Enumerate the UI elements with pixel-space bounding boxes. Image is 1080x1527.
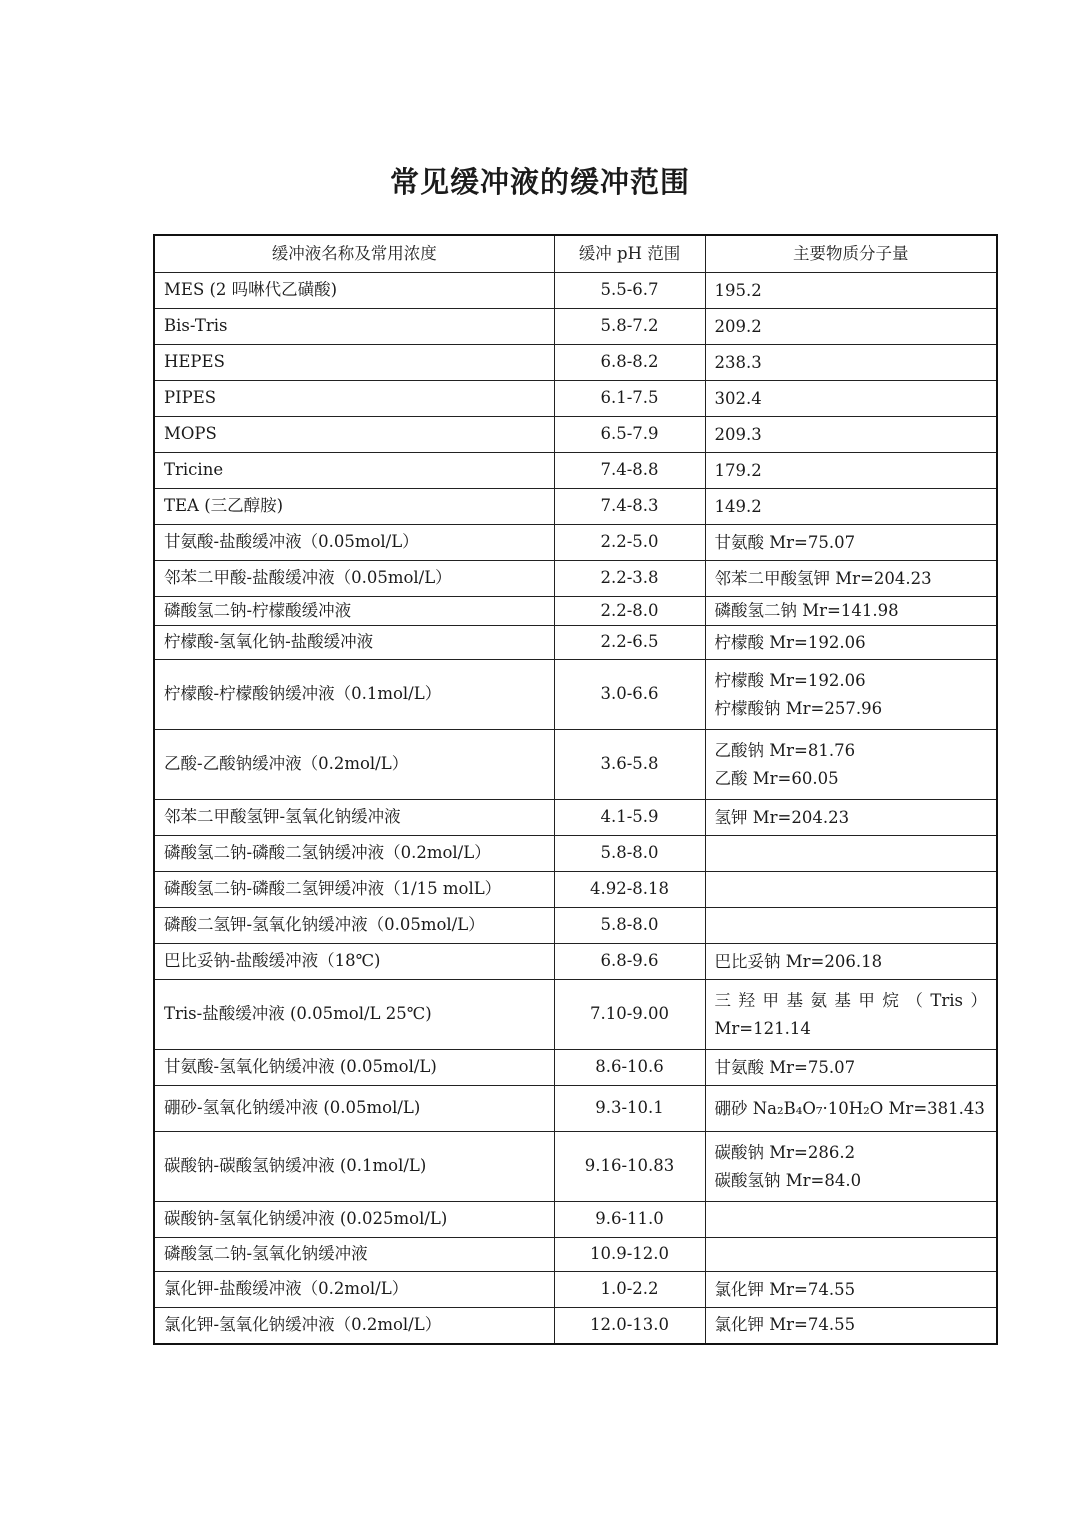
ph-range-cell: 5.8-7.2	[554, 309, 705, 345]
molecular-weight-cell	[705, 730, 997, 800]
table-row	[154, 800, 997, 836]
table-row	[154, 489, 997, 525]
molecular-weight-cell	[705, 417, 997, 453]
table-row	[154, 381, 997, 417]
mr-line: 磷酸氢二钠 Mr=141.98	[714, 601, 899, 620]
ph-range-cell: 8.6-10.6	[554, 1050, 705, 1086]
ph-range-cell: 2.2-3.8	[554, 561, 705, 597]
ph-range-cell: 5.5-6.7	[554, 273, 705, 309]
mr-line: 209.3	[714, 424, 762, 444]
ph-range-cell: 6.1-7.5	[554, 381, 705, 417]
table-row	[154, 1132, 997, 1202]
ph-range-cell: 9.6-11.0	[554, 1202, 705, 1238]
ph-range-cell: 2.2-6.5	[554, 626, 705, 660]
buffer-name-cell: Bis-Tris	[154, 309, 554, 345]
buffer-name-cell: 乙酸-乙酸钠缓冲液（0.2mol/L）	[154, 730, 554, 800]
ph-range-cell: 7.4-8.3	[554, 489, 705, 525]
ph-range-cell: 4.92-8.18	[554, 872, 705, 908]
ph-range-cell: 3.0-6.6	[554, 660, 705, 730]
buffer-name-cell: 氯化钾-盐酸缓冲液（0.2mol/L）	[154, 1272, 554, 1308]
ph-range-cell: 2.2-5.0	[554, 525, 705, 561]
ph-range-cell: 7.4-8.8	[554, 453, 705, 489]
buffer-name-cell: 甘氨酸-氢氧化钠缓冲液 (0.05mol/L)	[154, 1050, 554, 1086]
buffer-name-cell: Tricine	[154, 453, 554, 489]
table-row	[154, 730, 997, 800]
header-molecular-weight: 主要物质分子量	[705, 235, 997, 273]
buffer-name-cell: 邻苯二甲酸氢钾-氢氧化钠缓冲液	[154, 800, 554, 836]
molecular-weight-cell	[705, 381, 997, 417]
ph-range-cell: 5.8-8.0	[554, 908, 705, 944]
table-row	[154, 1086, 997, 1132]
buffer-name-cell: 磷酸氢二钠-磷酸二氢钾缓冲液（1/15 molL）	[154, 872, 554, 908]
header-ph-range: 缓冲 pH 范围	[554, 235, 705, 273]
buffer-name-cell: 磷酸氢二钠-磷酸二氢钠缓冲液（0.2mol/L）	[154, 836, 554, 872]
mr-line: 碳酸氢钠 Mr=84.0	[714, 1170, 862, 1190]
molecular-weight-cell	[705, 309, 997, 345]
table-row	[154, 309, 997, 345]
ph-range-cell: 9.3-10.1	[554, 1086, 705, 1132]
ph-range-cell: 4.1-5.9	[554, 800, 705, 836]
molecular-weight-cell	[705, 561, 997, 597]
molecular-weight-cell	[705, 944, 997, 980]
buffer-name-cell: 硼砂-氢氧化钠缓冲液 (0.05mol/L)	[154, 1086, 554, 1132]
mr-line: 氢钾 Mr=204.23	[714, 807, 850, 827]
table-row	[154, 1308, 997, 1344]
buffer-name-cell: 磷酸氢二钠-氢氧化钠缓冲液	[154, 1238, 554, 1272]
ph-range-cell: 3.6-5.8	[554, 730, 705, 800]
molecular-weight-cell	[705, 872, 997, 908]
table-header-row	[154, 235, 997, 273]
ph-range-cell: 6.8-8.2	[554, 345, 705, 381]
molecular-weight-cell	[705, 1308, 997, 1344]
ph-range-cell: 6.5-7.9	[554, 417, 705, 453]
table-row	[154, 660, 997, 730]
mr-line: 238.3	[714, 352, 762, 372]
buffer-name-cell: PIPES	[154, 381, 554, 417]
molecular-weight-cell	[705, 1202, 997, 1238]
molecular-weight-cell	[705, 800, 997, 836]
mr-line: 乙酸 Mr=60.05	[714, 768, 839, 788]
table-row	[154, 1238, 997, 1272]
mr-line: 179.2	[714, 460, 762, 480]
molecular-weight-cell	[705, 1272, 997, 1308]
ph-range-cell: 1.0-2.2	[554, 1272, 705, 1308]
molecular-weight-cell	[705, 836, 997, 872]
ph-range-cell: 7.10-9.00	[554, 980, 705, 1050]
buffer-name-cell: 柠檬酸-柠檬酸钠缓冲液（0.1mol/L）	[154, 660, 554, 730]
ph-range-cell: 5.8-8.0	[554, 836, 705, 872]
molecular-weight-cell	[705, 597, 997, 626]
ph-range-cell: 12.0-13.0	[554, 1308, 705, 1344]
molecular-weight-cell	[705, 273, 997, 309]
mr-line: 巴比妥钠 Mr=206.18	[714, 951, 883, 971]
molecular-weight-cell	[705, 1086, 997, 1132]
buffer-name-cell: HEPES	[154, 345, 554, 381]
molecular-weight-cell	[705, 980, 997, 1050]
table-row	[154, 626, 997, 660]
buffer-name-cell: 磷酸二氢钾-氢氧化钠缓冲液（0.05mol/L）	[154, 908, 554, 944]
mr-line: 氯化钾 Mr=74.55	[714, 1279, 856, 1299]
ph-range-cell: 9.16-10.83	[554, 1132, 705, 1202]
molecular-weight-cell	[705, 1238, 997, 1272]
mr-line: 三羟甲基氨基甲烷（Tris）	[714, 990, 987, 1010]
table-row	[154, 1272, 997, 1308]
buffer-name-cell: 甘氨酸-盐酸缓冲液（0.05mol/L）	[154, 525, 554, 561]
mr-line: 195.2	[714, 280, 762, 300]
buffer-name-cell: 邻苯二甲酸-盐酸缓冲液（0.05mol/L）	[154, 561, 554, 597]
buffer-name-cell: 氯化钾-氢氧化钠缓冲液（0.2mol/L）	[154, 1308, 554, 1344]
mr-line: 碳酸钠 Mr=286.2	[714, 1142, 856, 1162]
molecular-weight-cell	[705, 453, 997, 489]
table-row	[154, 417, 997, 453]
mr-line: 149.2	[714, 496, 762, 516]
mr-line: 209.2	[714, 316, 762, 336]
mr-line: 甘氨酸 Mr=75.07	[714, 1057, 856, 1077]
buffer-name-cell: Tris-盐酸缓冲液 (0.05mol/L 25℃)	[154, 980, 554, 1050]
buffer-name-cell: 柠檬酸-氢氧化钠-盐酸缓冲液	[154, 626, 554, 660]
table-row	[154, 836, 997, 872]
buffer-name-cell: MES (2 吗啉代乙磺酸)	[154, 273, 554, 309]
molecular-weight-cell	[705, 525, 997, 561]
table-row	[154, 345, 997, 381]
buffer-name-cell: 碳酸钠-碳酸氢钠缓冲液 (0.1mol/L)	[154, 1132, 554, 1202]
molecular-weight-cell	[705, 489, 997, 525]
mr-line: Mr=121.14	[714, 1018, 811, 1038]
molecular-weight-cell	[705, 626, 997, 660]
mr-line: 甘氨酸 Mr=75.07	[714, 532, 856, 552]
mr-line: 硼砂 Na₂B₄O₇·10H₂O Mr=381.43	[714, 1098, 985, 1118]
table-row	[154, 273, 997, 309]
table-row	[154, 1050, 997, 1086]
molecular-weight-cell	[705, 1132, 997, 1202]
molecular-weight-cell	[705, 1050, 997, 1086]
table-row	[154, 908, 997, 944]
ph-range-cell: 2.2-8.0	[554, 597, 705, 626]
table-row	[154, 1202, 997, 1238]
table-row	[154, 980, 997, 1050]
molecular-weight-cell	[705, 660, 997, 730]
mr-line: 302.4	[714, 388, 762, 408]
table-row	[154, 525, 997, 561]
buffer-table	[153, 234, 998, 1345]
buffer-name-cell: 磷酸氢二钠-柠檬酸缓冲液	[154, 597, 554, 626]
table-row	[154, 561, 997, 597]
table-row	[154, 944, 997, 980]
molecular-weight-cell	[705, 908, 997, 944]
buffer-name-cell: 碳酸钠-氢氧化钠缓冲液 (0.025mol/L)	[154, 1202, 554, 1238]
ph-range-cell: 10.9-12.0	[554, 1238, 705, 1272]
table-row	[154, 597, 997, 626]
header-buffer-name: 缓冲液名称及常用浓度	[154, 235, 554, 273]
mr-line: 氯化钾 Mr=74.55	[714, 1315, 856, 1335]
molecular-weight-cell	[705, 345, 997, 381]
mr-line: 柠檬酸 Mr=192.06	[714, 670, 866, 690]
mr-line: 柠檬酸 Mr=192.06	[714, 632, 866, 652]
mr-line: 柠檬酸钠 Mr=257.96	[714, 698, 883, 718]
buffer-name-cell: 巴比妥钠-盐酸缓冲液（18℃)	[154, 944, 554, 980]
mr-line: 邻苯二甲酸氢钾 Mr=204.23	[714, 568, 932, 588]
table-row	[154, 453, 997, 489]
page-title: 常见缓冲液的缓冲范围	[389, 165, 690, 199]
buffer-name-cell: TEA (三乙醇胺)	[154, 489, 554, 525]
buffer-name-cell: MOPS	[154, 417, 554, 453]
ph-range-cell: 6.8-9.6	[554, 944, 705, 980]
table-row	[154, 872, 997, 908]
mr-line: 乙酸钠 Mr=81.76	[714, 740, 856, 760]
